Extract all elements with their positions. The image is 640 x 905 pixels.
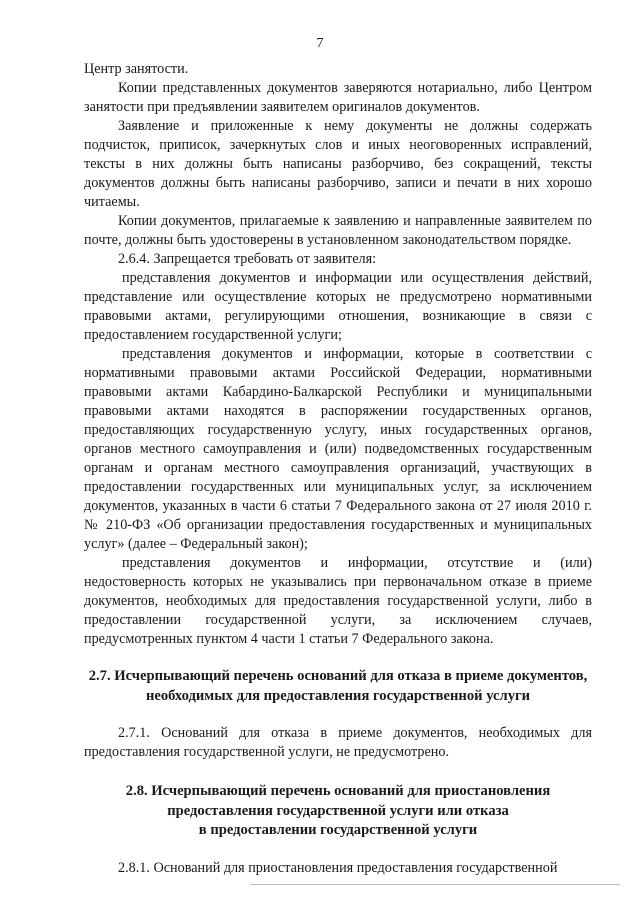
section-heading-2-8-line-2: предоставления государственной услуги или отказа <box>167 802 509 819</box>
paragraph-prohibited-item-3: представления документов и информации, отсутствие и (или) недостоверность которых не указывались при первоначальном отказе в приеме документов, необходимых для предоставления государственной услуги, либо в предоставлении государственной услуги, за исключением случаев, предусмотренных пунктом 4 части 1 статьи 7 Федерального закона. <box>84 555 592 647</box>
section-heading-2-8-line-3: в предоставлении государственной услуги <box>198 822 478 838</box>
section-heading-2-7: 2.7. Исчерпывающий перечень оснований для отказа в приеме документов, необходимых для предоставления государственной услуги <box>88 668 588 704</box>
paragraph-prohibited-item-1: представления документов и информации или осуществления действий, представление или осуществление которых не предусмотрено нормативными правовыми актами, регулирующими отношения, возникающие в связи с предоставлением государственной услуги; <box>84 270 592 343</box>
bottom-rule <box>250 884 620 885</box>
page-number: 7 <box>316 36 324 51</box>
page-content <box>84 60 592 878</box>
paragraph-copies-notarized: Копии представленных документов заверяются нотариально, либо Центром занятости при предъявлении заявителем оригиналов документов. <box>84 80 592 115</box>
paragraph-2-8-1: 2.8.1. Оснований для приостановления предоставления государственной <box>118 859 558 876</box>
paragraph-mail-copies: Копии документов, прилагаемые к заявлению и направленные заявителем по почте, должны быть удостоверены в установленном законодательством порядке. <box>84 213 592 248</box>
section-heading-2-8 <box>84 782 592 841</box>
section-heading-2-8-line-1: 2.8. Исчерпывающий перечень оснований для приостановления <box>125 783 551 799</box>
paragraph-prohibited-item-2: представления документов и информации, которые в соответствии с нормативными правовыми актами Российской Федерации, нормативными правовыми актами Кабардино-Балкарской Республики и муниципальными правовыми актами находятся в распоряжении государственных органов, предоставляющих государственную услугу, иных государственных органов, органов местного самоуправления и (или) подведомственных государственным органам и органам местного самоуправления организаций, участвующих в предоставлении государственных или муниципальных услуг, за исключением документов, указанных в части 6 статьи 7 Федерального закона от 27 июля 2010 г. № 210-ФЗ «Об организации предоставления государственных и муниципальных услуг» (далее – Федеральный закон); <box>84 346 592 552</box>
paragraph-center-employment: Центр занятости. <box>84 61 189 77</box>
paragraph-2-6-4: 2.6.4. Запрещается требовать от заявителя: <box>118 251 377 267</box>
paragraph-2-7-1: 2.7.1. Оснований для отказа в приеме документов, необходимых для предоставления государственной услуги, не предусмотрено. <box>84 725 592 760</box>
paragraph-application-requirements: Заявление и приложенные к нему документы не должны содержать подчисток, приписок, зачеркнутых слов и иных неоговоренных исправлений, тексты в них должны быть написаны разборчиво, без сокращений, тексты документов должны быть написаны разборчиво, записи и печати в них хорошо читаемы. <box>84 118 592 210</box>
